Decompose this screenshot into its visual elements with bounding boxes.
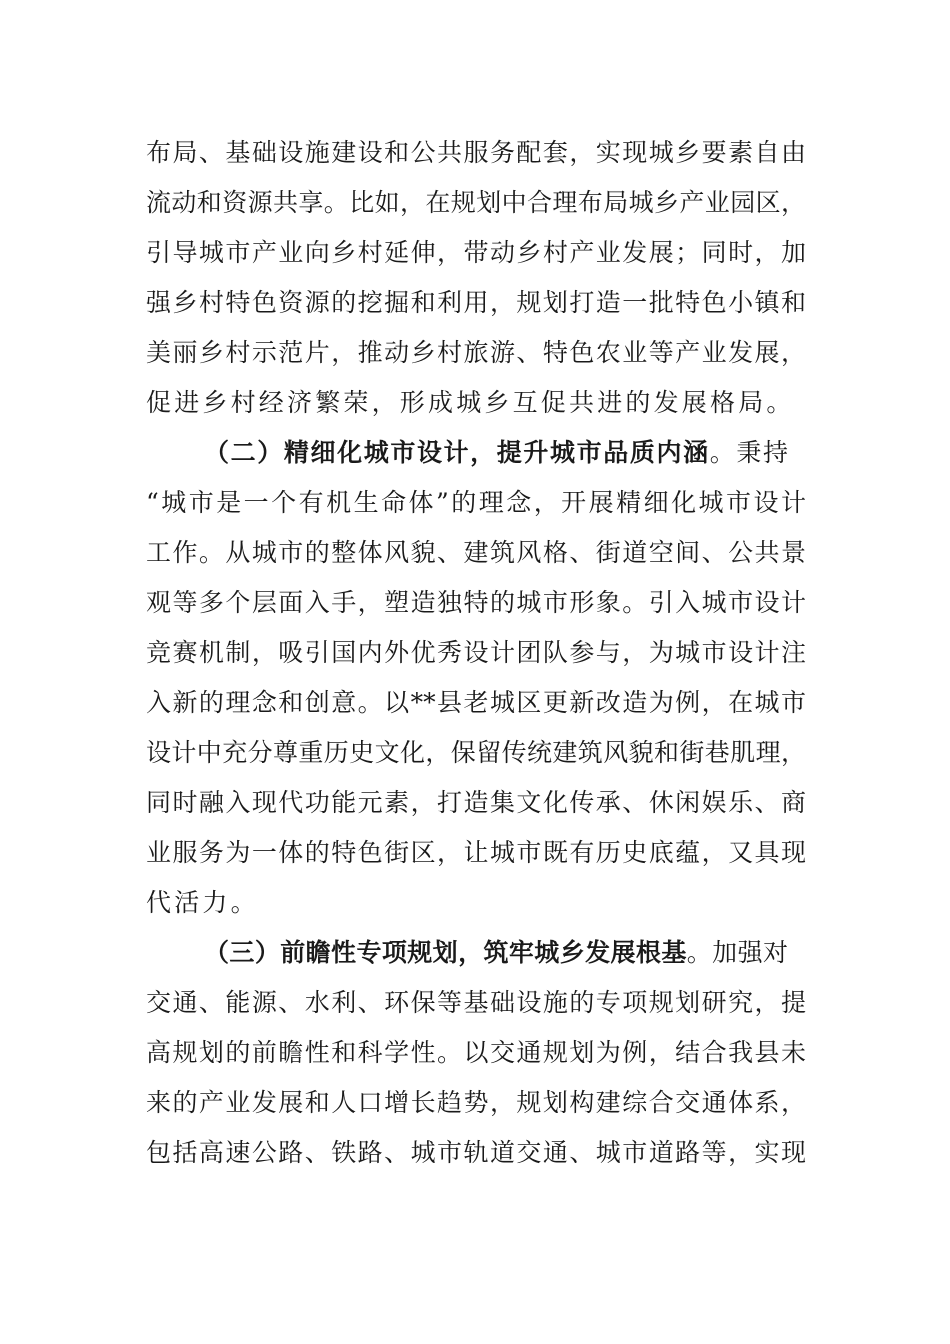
paragraph-line: 入新的理念和创意。以**县老城区更新改造为例，在城市 bbox=[146, 688, 806, 717]
paragraph-line: 来的产业发展和人口增长趋势，规划构建综合交通体系， bbox=[146, 1088, 806, 1117]
heading-line-rest: 。秉持 bbox=[709, 438, 788, 467]
paragraph-line: 流动和资源共享。比如，在规划中合理布局城乡产业园区， bbox=[146, 188, 806, 217]
section-heading: （二）精细化城市设计，提升城市品质内涵 bbox=[204, 438, 710, 467]
paragraph-line: 交通、能源、水利、环保等基础设施的专项规划研究，提 bbox=[146, 988, 806, 1017]
paragraph-line: 同时融入现代功能元素，打造集文化传承、休闲娱乐、商 bbox=[146, 788, 806, 817]
paragraph-line: 促进乡村经济繁荣，形成城乡互促共进的发展格局。 bbox=[146, 388, 795, 417]
paragraph-line: 设计中充分尊重历史文化，保留传统建筑风貌和街巷肌理， bbox=[146, 738, 806, 767]
paragraph-line: 业服务为一体的特色街区，让城市既有历史底蕴，又具现 bbox=[146, 838, 806, 867]
section-heading-line bbox=[204, 428, 788, 478]
paragraph-line: 工作。从城市的整体风貌、建筑风格、街道空间、公共景 bbox=[146, 538, 806, 567]
heading-line-rest: 。加强对 bbox=[686, 938, 788, 967]
section-heading: （三）前瞻性专项规划，筑牢城乡发展根基 bbox=[204, 938, 687, 967]
paragraph-line: 强乡村特色资源的挖掘和利用，规划打造一批特色小镇和 bbox=[146, 288, 806, 317]
paragraph-line: “城市是一个有机生命体”的理念，开展精细化城市设计 bbox=[146, 488, 806, 517]
paragraph-line: 布局、基础设施建设和公共服务配套，实现城乡要素自由 bbox=[146, 138, 806, 167]
paragraph-line: 高规划的前瞻性和科学性。以交通规划为例，结合我县未 bbox=[146, 1038, 806, 1067]
paragraph-line: 包括高速公路、铁路、城市轨道交通、城市道路等，实现 bbox=[146, 1138, 806, 1167]
section-heading-line bbox=[204, 928, 788, 978]
paragraph-line: 竞赛机制，吸引国内外优秀设计团队参与，为城市设计注 bbox=[146, 638, 806, 667]
paragraph-line: 观等多个层面入手，塑造独特的城市形象。引入城市设计 bbox=[146, 588, 806, 617]
paragraph-line: 代活力。 bbox=[146, 888, 259, 917]
paragraph-line: 美丽乡村示范片，推动乡村旅游、特色农业等产业发展， bbox=[146, 338, 806, 367]
paragraph-line: 引导城市产业向乡村延伸，带动乡村产业发展；同时，加 bbox=[146, 238, 806, 267]
